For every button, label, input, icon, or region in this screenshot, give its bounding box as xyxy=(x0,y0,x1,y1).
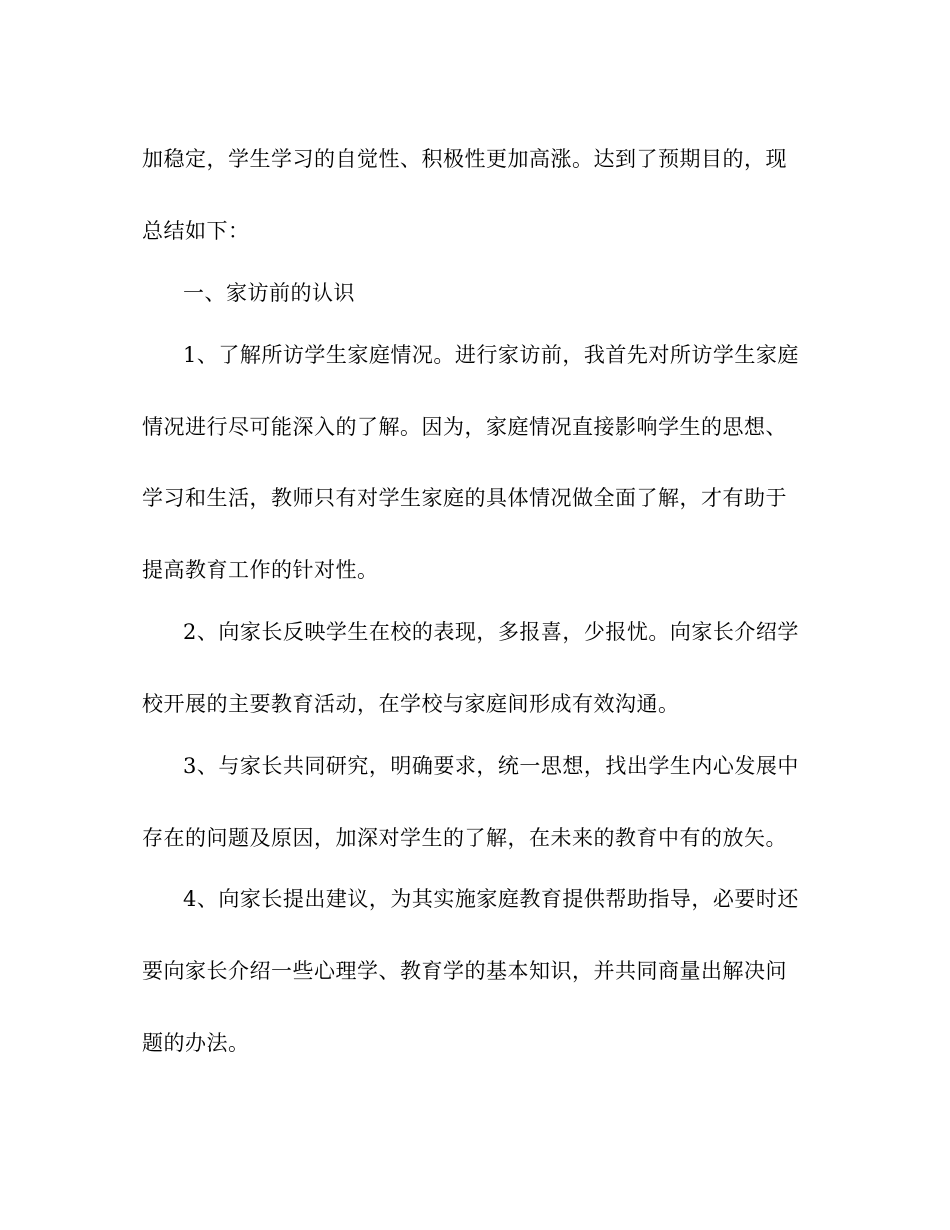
text-line: 学习和生活，教师只有对学生家庭的具体情况做全面了解，才有助于 xyxy=(142,486,787,510)
text-line: 总结如下： xyxy=(142,219,250,243)
text-line: 情况进行尽可能深入的了解。因为，家庭情况直接影响学生的思想、 xyxy=(142,415,787,439)
text-line: 存在的问题及原因，加深对学生的了解，在未来的教育中有的放矢。 xyxy=(142,826,787,850)
text-line: 校开展的主要教育活动，在学校与家庭间形成有效沟通。 xyxy=(142,692,680,716)
text-line: 题的办法。 xyxy=(142,1031,250,1055)
paragraph-start: 3、与家长共同研究，明确要求，统一思想，找出学生内心发展中 xyxy=(183,754,799,778)
text-line: 加稳定，学生学习的自觉性、积极性更加高涨。达到了预期目的，现 xyxy=(142,147,787,171)
section-heading: 一、家访前的认识 xyxy=(183,281,355,305)
text-line: 提高教育工作的针对性。 xyxy=(142,558,379,582)
paragraph-start: 2、向家长反映学生在校的表现，多报喜，少报忧。向家长介绍学 xyxy=(183,620,799,644)
paragraph-start: 1、了解所访学生家庭情况。进行家访前，我首先对所访学生家庭 xyxy=(183,343,799,367)
text-line: 要向家长介绍一些心理学、教育学的基本知识，并共同商量出解决问 xyxy=(142,959,787,983)
paragraph-start: 4、向家长提出建议，为其实施家庭教育提供帮助指导，必要时还 xyxy=(183,887,799,911)
